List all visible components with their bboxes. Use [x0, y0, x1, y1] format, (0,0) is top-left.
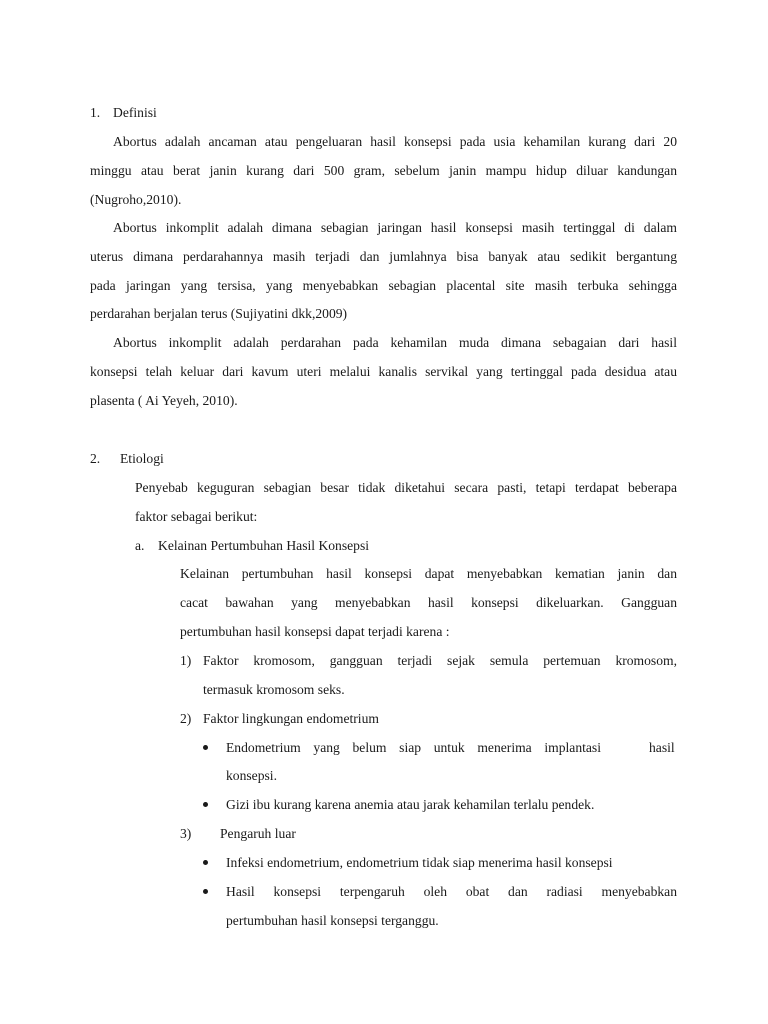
subsection-a-marker: a.	[135, 538, 145, 553]
sec1-p3-line3: plasenta ( Ai Yeyeh, 2010).	[90, 393, 238, 408]
subsection-a-title: Kelainan Pertumbuhan Hasil Konsepsi	[158, 538, 370, 553]
bullet-icon	[203, 745, 208, 750]
item-2-bullet-1-line1: Endometrium yang belum siap untuk menerima implantasi	[226, 740, 601, 755]
sec1-p3-line2: konsepsi telah keluar dari kavum uteri melalui kanalis servikal yang tertinggal pada desidua atau	[90, 364, 677, 379]
sec2-a-body-line2: cacat bawahan yang menyebabkan hasil konsepsi dikeluarkan. Gangguan	[180, 595, 677, 610]
item-3-bullet-1: Infeksi endometrium, endometrium tidak siap menerima hasil konsepsi	[226, 855, 613, 870]
item-3-marker: 3)	[180, 826, 192, 841]
sec2-a-body-line3: pertumbuhan hasil konsepsi dapat terjadi karena :	[180, 624, 450, 639]
item-2-bullet-2: Gizi ibu kurang karena anemia atau jarak kehamilan terlalu pendek.	[226, 797, 595, 812]
bullet-icon	[203, 860, 208, 865]
sec1-p3-line1: Abortus inkomplit adalah perdarahan pada kehamilan muda dimana sebagaian dari hasil	[113, 335, 677, 350]
section-1-title: Definisi	[113, 105, 157, 120]
sec1-p2-line4: perdarahan berjalan terus (Sujiyatini dkk,2009)	[90, 306, 348, 321]
sec1-p2-line3: pada jaringan yang tersisa, yang menyebabkan sebagian placental site masih terbuka sehingga	[90, 278, 677, 293]
item-2-marker: 2)	[180, 711, 192, 726]
item-3-bullet-2-line2: pertumbuhan hasil konsepsi terganggu.	[226, 913, 439, 928]
sec1-p2-line2: uterus dimana perdarahannya masih terjadi dan jumlahnya bisa banyak atau sedikit bergantung	[90, 249, 677, 264]
sec1-p2-line1: Abortus inkomplit adalah dimana sebagian jaringan hasil konsepsi masih tertinggal di dalam	[113, 220, 677, 235]
item-3-bullet-2-line1: Hasil konsepsi terpengaruh oleh obat dan radiasi menyebabkan	[226, 884, 677, 899]
sec2-intro-line2: faktor sebagai berikut:	[135, 509, 258, 524]
item-2-text: Faktor lingkungan endometrium	[203, 711, 379, 726]
item-1-line2: termasuk kromosom seks.	[203, 682, 345, 697]
bullet-icon	[203, 802, 208, 807]
section-2-title: Etiologi	[120, 451, 164, 466]
item-1-line1: Faktor kromosom, gangguan terjadi sejak semula pertemuan kromosom,	[203, 653, 677, 668]
sec2-intro-line1: Penyebab keguguran sebagian besar tidak diketahui secara pasti, tetapi terdapat beberapa	[135, 480, 677, 495]
item-2-bullet-1-word: hasil	[649, 740, 675, 755]
item-1-marker: 1)	[180, 653, 192, 668]
sec1-p1-line1: Abortus adalah ancaman atau pengeluaran hasil konsepsi pada usia kehamilan kurang dari 20	[113, 134, 677, 149]
item-2-bullet-1-line2: konsepsi.	[226, 768, 277, 783]
section-2-number: 2.	[90, 451, 101, 466]
item-3-text: Pengaruh luar	[220, 826, 296, 841]
sec1-p1-line3: (Nugroho,2010).	[90, 192, 182, 207]
section-1-number: 1.	[90, 105, 101, 120]
sec2-a-body-line1: Kelainan pertumbuhan hasil konsepsi dapat menyebabkan kematian janin dan	[180, 566, 677, 581]
sec1-p1-line2: minggu atau berat janin kurang dari 500 gram, sebelum janin mampu hidup diluar kandungan	[90, 163, 677, 178]
bullet-icon	[203, 889, 208, 894]
